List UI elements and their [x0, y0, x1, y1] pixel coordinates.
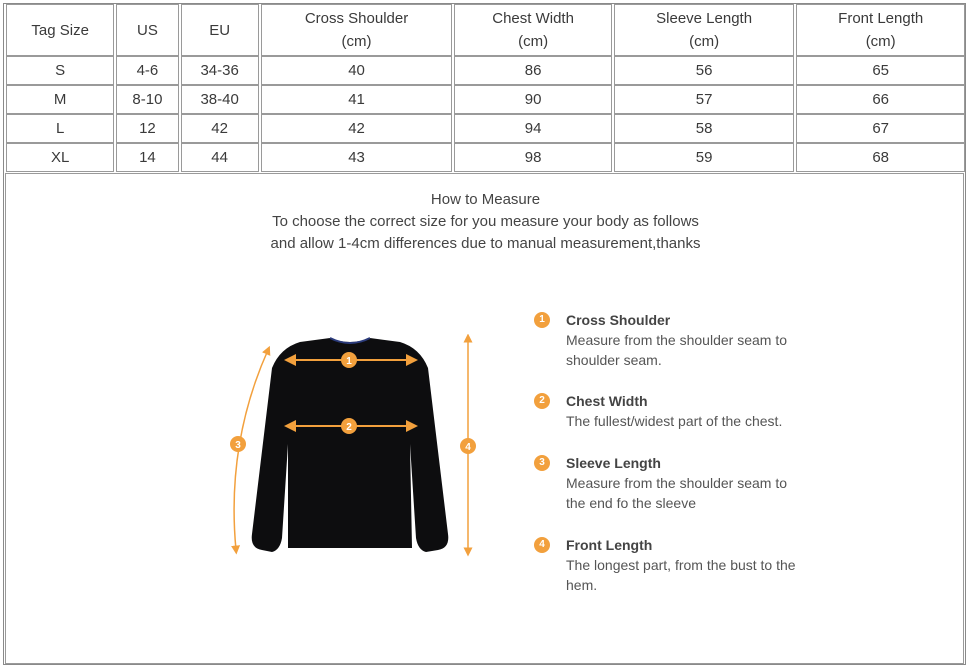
- header-eu: EU: [181, 4, 259, 56]
- header-front-length: Front Length (cm): [796, 4, 965, 56]
- guide-instruction-line-1: To choose the correct size for you measure your body as follows: [272, 213, 699, 230]
- cell-eu: 42: [181, 114, 259, 143]
- size-chart-table: [4, 4, 967, 172]
- cell-sleeve-length: 57: [614, 85, 795, 114]
- table-row: [6, 85, 965, 114]
- cell-us: 12: [116, 114, 178, 143]
- guide-title: How to Measure: [430, 191, 541, 208]
- measure-item-desc: Measure from the shoulder seam to the end fo the sleeve: [566, 475, 787, 511]
- header-us: US: [116, 4, 178, 56]
- cell-us: 4-6: [116, 56, 178, 85]
- cell-eu: 38-40: [181, 85, 259, 114]
- cell-sleeve-length: 58: [614, 114, 795, 143]
- cell-chest-width: 98: [454, 143, 611, 172]
- table-row: [6, 56, 965, 85]
- guide-instruction-line-2: and allow 1-4cm differences due to manual measurement,thanks: [270, 235, 701, 252]
- cell-chest-width: 86: [454, 56, 611, 85]
- cell-front-length: 68: [796, 143, 965, 172]
- header-tag-size: Tag Size: [6, 4, 114, 56]
- number-badge: 2: [534, 393, 550, 409]
- cell-tag-size: M: [6, 85, 114, 114]
- cell-tag-size: S: [6, 56, 114, 85]
- measure-item-desc: Measure from the shoulder seam to shoulder seam.: [566, 332, 787, 368]
- measure-item-title: Sleeve Length: [566, 455, 661, 471]
- cell-cross-shoulder: 41: [261, 85, 453, 114]
- cell-front-length: 66: [796, 85, 965, 114]
- cell-sleeve-length: 59: [614, 143, 795, 172]
- cell-cross-shoulder: 40: [261, 56, 453, 85]
- cell-cross-shoulder: 42: [261, 114, 453, 143]
- sweater-shape: [252, 338, 449, 552]
- table-row: [6, 114, 965, 143]
- number-badge: 3: [534, 455, 550, 471]
- cell-cross-shoulder: 43: [261, 143, 453, 172]
- measure-item-title: Cross Shoulder: [566, 312, 671, 328]
- cell-chest-width: 90: [454, 85, 611, 114]
- cell-eu: 44: [181, 143, 259, 172]
- cell-front-length: 67: [796, 114, 965, 143]
- measure-item-desc: The longest part, from the bust to the hem.: [566, 557, 796, 593]
- cell-us: 14: [116, 143, 178, 172]
- header-chest-width: Chest Width (cm): [454, 4, 611, 56]
- number-badge: 1: [534, 312, 550, 328]
- measure-item-title: Chest Width: [566, 393, 648, 409]
- cell-eu: 34-36: [181, 56, 259, 85]
- cell-front-length: 65: [796, 56, 965, 85]
- table-header-row: [6, 4, 965, 56]
- marker-1: 1: [346, 356, 352, 367]
- measure-item-desc: The fullest/widest part of the chest.: [566, 413, 783, 429]
- header-cross-shoulder: Cross Shoulder (cm): [261, 4, 453, 56]
- table-row: [6, 143, 965, 172]
- cell-sleeve-length: 56: [614, 56, 795, 85]
- header-sleeve-length: Sleeve Length (cm): [614, 4, 795, 56]
- cell-chest-width: 94: [454, 114, 611, 143]
- cell-us: 8-10: [116, 85, 178, 114]
- cell-tag-size: XL: [6, 143, 114, 172]
- marker-3: 3: [235, 440, 241, 451]
- marker-2: 2: [346, 422, 352, 433]
- marker-4: 4: [465, 442, 471, 453]
- measure-item-title: Front Length: [566, 537, 653, 553]
- cell-tag-size: L: [6, 114, 114, 143]
- number-badge: 4: [534, 537, 550, 553]
- sweater-illustration: [222, 334, 482, 564]
